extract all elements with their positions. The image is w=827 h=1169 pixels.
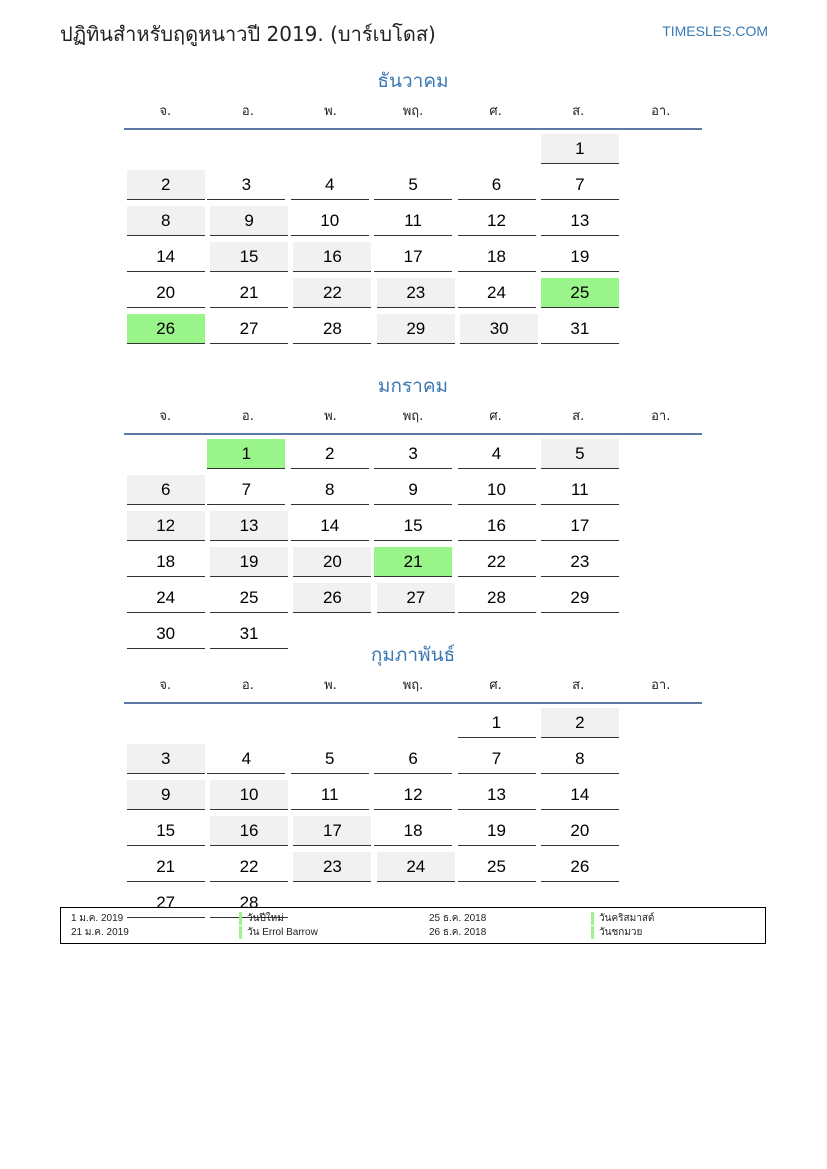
day-cell: 22 xyxy=(210,852,288,882)
day-cell: 5 xyxy=(374,170,452,200)
legend-holiday-name: วันคริสมาสต์ xyxy=(591,912,759,925)
weekday-label: ส. xyxy=(572,104,585,119)
day-cell: 11 xyxy=(374,206,452,236)
day-cell: 27 xyxy=(377,583,455,613)
legend-holiday-name: วันชกมวย xyxy=(591,926,759,939)
empty-cell xyxy=(124,439,202,469)
day-cell: 21 xyxy=(127,852,205,882)
legend-holiday-name: วันปีใหม่ xyxy=(239,912,407,925)
day-cell: 16 xyxy=(293,242,371,272)
day-cell: 30 xyxy=(127,619,205,649)
day-cell: 17 xyxy=(293,816,371,846)
day-cell: 20 xyxy=(127,278,205,308)
weekday-label: พฤ. xyxy=(402,409,424,424)
day-cell: 4 xyxy=(458,439,536,469)
day-cell: 10 xyxy=(291,206,369,236)
day-cell: 23 xyxy=(293,852,371,882)
day-cell: 31 xyxy=(210,619,288,649)
day-cell: 9 xyxy=(127,780,205,810)
empty-cell xyxy=(291,134,369,164)
weekday-label: จ. xyxy=(159,104,172,119)
day-cell: 6 xyxy=(127,475,205,505)
weekday-label: ศ. xyxy=(489,409,502,424)
empty-cell xyxy=(374,134,452,164)
empty-cell xyxy=(207,708,285,738)
weekday-label: ศ. xyxy=(489,678,502,693)
day-cell: 13 xyxy=(458,780,536,810)
weekday-label: ส. xyxy=(572,678,585,693)
day-cell: 31 xyxy=(541,314,619,344)
holiday-day-cell: 1 xyxy=(207,439,285,469)
day-cell: 21 xyxy=(210,278,288,308)
weekday-label: อา. xyxy=(651,409,671,424)
day-cell: 26 xyxy=(293,583,371,613)
day-cell: 25 xyxy=(210,583,288,613)
day-cell: 14 xyxy=(541,780,619,810)
empty-cell xyxy=(291,708,369,738)
day-cell: 22 xyxy=(458,547,536,577)
day-grid xyxy=(124,708,702,924)
day-cell: 18 xyxy=(458,242,536,272)
day-cell: 14 xyxy=(291,511,369,541)
day-cell: 1 xyxy=(541,134,619,164)
day-cell: 2 xyxy=(127,170,205,200)
day-cell: 12 xyxy=(127,511,205,541)
day-cell: 24 xyxy=(458,278,536,308)
holiday-day-cell: 26 xyxy=(127,314,205,344)
day-cell: 10 xyxy=(458,475,536,505)
month-title: กุมภาพันธ์ xyxy=(370,644,456,666)
day-cell: 19 xyxy=(541,242,619,272)
holiday-legend xyxy=(60,907,766,944)
weekday-header xyxy=(124,102,702,130)
day-cell: 11 xyxy=(541,475,619,505)
weekday-label: อ. xyxy=(241,104,254,119)
weekday-label: พฤ. xyxy=(402,678,424,693)
day-cell: 5 xyxy=(541,439,619,469)
day-cell: 7 xyxy=(458,744,536,774)
day-cell: 19 xyxy=(458,816,536,846)
day-cell: 8 xyxy=(127,206,205,236)
day-cell: 6 xyxy=(458,170,536,200)
legend-date: 26 ธ.ค. 2018 xyxy=(429,927,487,938)
weekday-label: อ. xyxy=(241,678,254,693)
empty-cell xyxy=(207,134,285,164)
day-cell: 27 xyxy=(127,888,205,918)
day-cell: 24 xyxy=(127,583,205,613)
day-cell: 16 xyxy=(458,511,536,541)
day-cell: 24 xyxy=(377,852,455,882)
empty-cell xyxy=(124,134,202,164)
day-cell: 18 xyxy=(374,816,452,846)
day-cell: 7 xyxy=(541,170,619,200)
legend-holiday-name: วัน Errol Barrow xyxy=(239,926,407,939)
month-title: ธันวาคม xyxy=(377,70,449,92)
day-cell: 29 xyxy=(541,583,619,613)
day-cell: 17 xyxy=(374,242,452,272)
day-cell: 15 xyxy=(127,816,205,846)
day-cell: 11 xyxy=(291,780,369,810)
day-cell: 28 xyxy=(458,583,536,613)
day-cell: 29 xyxy=(377,314,455,344)
empty-cell xyxy=(124,708,202,738)
day-grid xyxy=(124,134,702,350)
day-cell: 22 xyxy=(293,278,371,308)
day-cell: 3 xyxy=(207,170,285,200)
page-title: ปฏิทินสำหรับฤดูหนาวปี 2019. (บาร์เบโดส) xyxy=(60,22,436,46)
day-cell: 8 xyxy=(541,744,619,774)
day-cell: 15 xyxy=(374,511,452,541)
day-cell: 17 xyxy=(541,511,619,541)
weekday-label: พ. xyxy=(324,409,337,424)
legend-date: 25 ธ.ค. 2018 xyxy=(429,913,487,924)
brand-link[interactable]: TIMESLES.COM xyxy=(662,23,768,39)
day-cell: 25 xyxy=(458,852,536,882)
day-cell: 13 xyxy=(210,511,288,541)
day-cell: 5 xyxy=(291,744,369,774)
day-cell: 13 xyxy=(541,206,619,236)
day-cell: 14 xyxy=(127,242,205,272)
day-cell: 23 xyxy=(541,547,619,577)
day-cell: 20 xyxy=(541,816,619,846)
day-cell: 2 xyxy=(291,439,369,469)
day-cell: 9 xyxy=(210,206,288,236)
day-cell: 28 xyxy=(210,888,288,918)
day-cell: 15 xyxy=(210,242,288,272)
day-cell: 18 xyxy=(127,547,205,577)
month-february xyxy=(124,640,702,924)
weekday-label: อ. xyxy=(241,409,254,424)
day-cell: 4 xyxy=(207,744,285,774)
day-cell: 23 xyxy=(377,278,455,308)
month-title: มกราคม xyxy=(377,375,449,397)
day-grid xyxy=(124,439,702,655)
day-cell: 30 xyxy=(460,314,538,344)
day-cell: 10 xyxy=(210,780,288,810)
day-cell: 2 xyxy=(541,708,619,738)
empty-cell xyxy=(374,708,452,738)
day-cell: 19 xyxy=(210,547,288,577)
day-cell: 27 xyxy=(210,314,288,344)
weekday-label: อา. xyxy=(651,104,671,119)
day-cell: 12 xyxy=(458,206,536,236)
day-cell: 12 xyxy=(374,780,452,810)
weekday-label: จ. xyxy=(159,409,172,424)
day-cell: 20 xyxy=(293,547,371,577)
weekday-label: จ. xyxy=(159,678,172,693)
month-december xyxy=(124,66,702,350)
day-cell: 16 xyxy=(210,816,288,846)
day-cell: 7 xyxy=(207,475,285,505)
holiday-day-cell: 25 xyxy=(541,278,619,308)
day-cell: 9 xyxy=(374,475,452,505)
day-cell: 6 xyxy=(374,744,452,774)
day-cell: 28 xyxy=(293,314,371,344)
weekday-label: พ. xyxy=(324,678,337,693)
day-cell: 1 xyxy=(458,708,536,738)
weekday-header xyxy=(124,407,702,435)
day-cell: 8 xyxy=(291,475,369,505)
day-cell: 3 xyxy=(127,744,205,774)
weekday-label: อา. xyxy=(651,678,671,693)
weekday-label: ศ. xyxy=(489,104,502,119)
day-cell: 4 xyxy=(291,170,369,200)
weekday-label: พ. xyxy=(324,104,337,119)
month-january xyxy=(124,371,702,655)
holiday-day-cell: 21 xyxy=(374,547,452,577)
legend-date: 21 ม.ค. 2019 xyxy=(71,927,129,938)
weekday-label: พฤ. xyxy=(402,104,424,119)
legend-date: 1 ม.ค. 2019 xyxy=(71,913,124,924)
day-cell: 3 xyxy=(374,439,452,469)
empty-cell xyxy=(458,134,536,164)
day-cell: 26 xyxy=(541,852,619,882)
weekday-header xyxy=(124,676,702,704)
weekday-label: ส. xyxy=(572,409,585,424)
